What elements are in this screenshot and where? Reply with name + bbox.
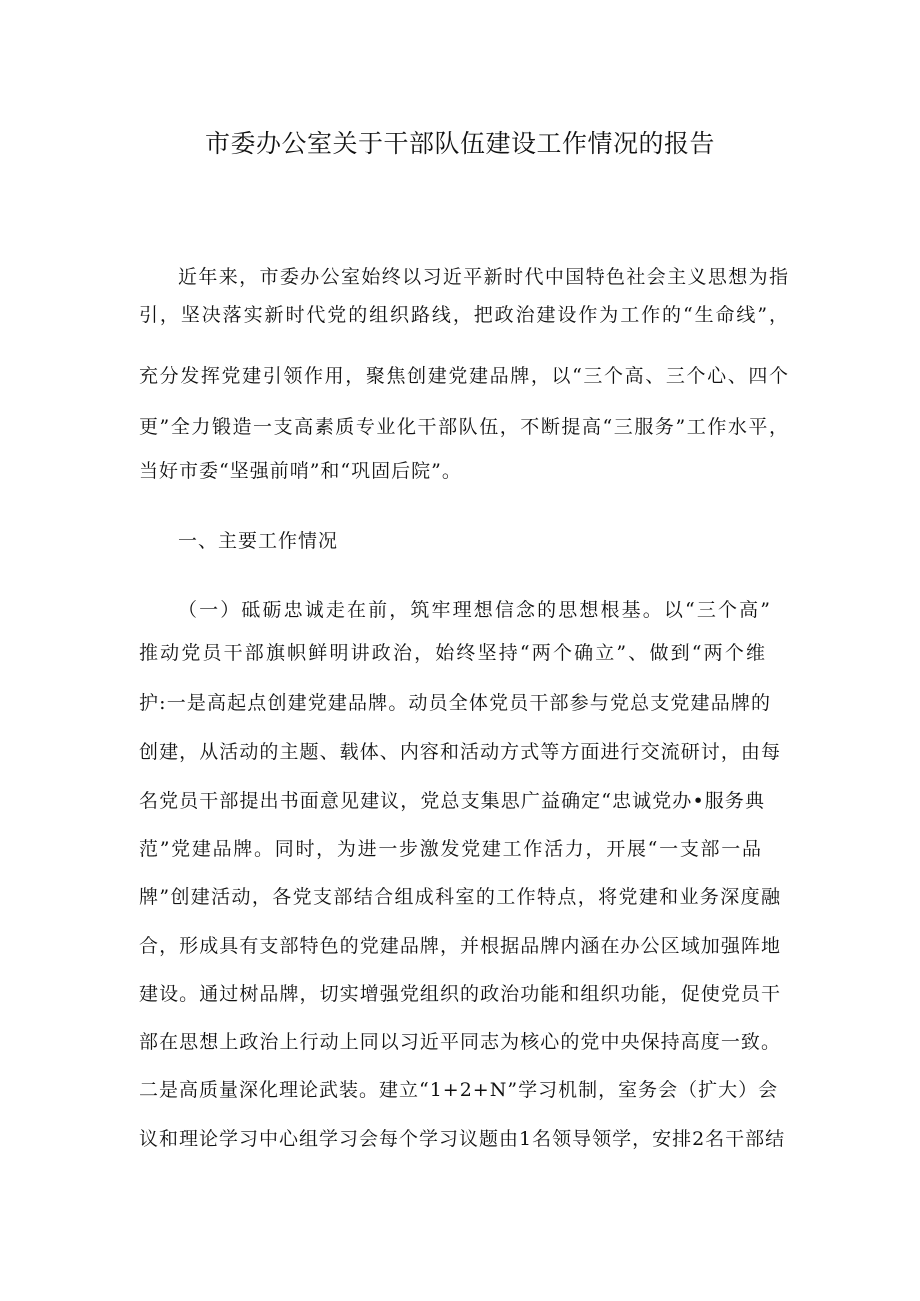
document-title: 市委办公室关于干部队伍建设工作情况的报告: [204, 129, 715, 158]
paragraph-line: 护:一是高起点创建党建品牌。动员全体党员干部参与党总支党建品牌的: [139, 692, 771, 714]
paragraph-line: 建设。通过树品牌，切实增强党组织的政治功能和组织功能，促使党员干: [139, 983, 781, 1005]
paragraph-line: 合，形成具有支部特色的党建品牌，并根据品牌内涵在办公区域加强阵地: [139, 935, 781, 957]
paragraph-line: 引，坚决落实新时代党的组织路线，把政治建设作为工作的“生命线”，: [139, 304, 789, 326]
paragraph-line: 当好市委“坚强前哨”和“巩固后院”。: [139, 460, 462, 482]
paragraph-line: 推动党员干部旗帜鲜明讲政治，始终坚持“两个确立”、做到“两个维: [139, 642, 766, 664]
paragraph-line: 牌”创建活动，各党支部结合组成科室的工作特点，将党建和业务深度融: [139, 886, 781, 908]
paragraph-line: 议和理论学习中心组学习会每个学习议题由1名领导领学，安排2名干部结: [139, 1128, 786, 1150]
paragraph-line: 名党员干部提出书面意见建议，党总支集思广益确定“忠诚党办•服务典: [139, 790, 765, 812]
paragraph-line: 创建，从活动的主题、载体、内容和活动方式等方面进行交流研讨，由每: [139, 741, 781, 763]
paragraph-line: 范”党建品牌。同时，为进一步激发党建工作活力，开展“一支部一品: [139, 838, 762, 860]
paragraph-line: 充分发挥党建引领作用，聚焦创建党建品牌，以“三个高、三个心、四个: [139, 365, 789, 387]
paragraph-line: 近年来，市委办公室始终以习近平新时代中国特色社会主义思想为指: [178, 266, 789, 288]
paragraph-line: 二是高质量深化理论武装。建立“1+2+N”学习机制，室务会（扩大）会: [139, 1079, 779, 1101]
paragraph-line: （一）砥砺忠诚走在前，筑牢理想信念的思想根基。以“三个高”: [178, 599, 771, 621]
section-heading: 一、主要工作情况: [178, 530, 339, 552]
paragraph-line: 更”全力锻造一支高素质专业化干部队伍，不断提高“三服务”工作水平，: [139, 416, 789, 438]
paragraph-line: 部在思想上政治上行动上同以习近平同志为核心的党中央保持高度一致。: [139, 1031, 781, 1053]
